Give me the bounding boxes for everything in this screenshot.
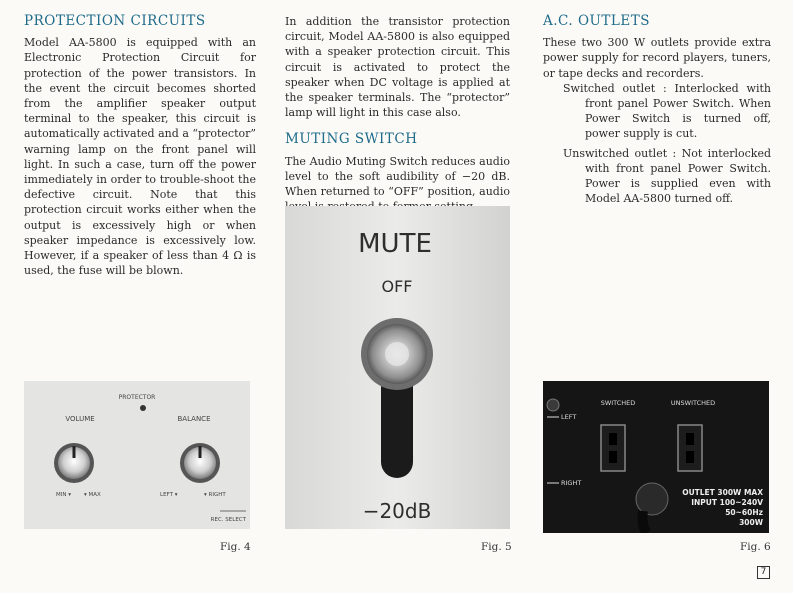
column-muting bbox=[285, 14, 510, 214]
fig4-image bbox=[24, 381, 250, 529]
fig4-caption: Fig. 4 bbox=[220, 541, 251, 553]
unswitched-outlet[interactable] bbox=[678, 425, 702, 471]
switched-outlet-text: Switched outlet : Interlocked with front panel Power Switch. When Power Switch is turned off, power supply is cut. bbox=[563, 81, 771, 141]
spec-line-1: OUTLET 300W MAX bbox=[682, 488, 763, 497]
protector-label: PROTECTOR bbox=[118, 394, 156, 401]
protector-lamp bbox=[140, 405, 146, 411]
speaker-protection-text: In addition the transistor protection circuit, Model AA-5800 is also equipped with a speaker protection circuit. This circuit is activated to protect the speaker when DC voltage is applied at the speaker terminals. The “protector” lamp will light in this case also. bbox=[285, 15, 510, 120]
fig6-caption: Fig. 6 bbox=[740, 541, 771, 553]
balance-knob[interactable] bbox=[180, 443, 220, 483]
protection-circuits-text: Model AA-5800 is equipped with an Electronic Protection Circuit for protection of the power transistors. In the event the circuit becomes shorted from the amplifier speaker output terminal to the speaker, this circuit is automatically activated and a “protector” warning lamp on the front panel will light. In such a case, turn off the power immediately in order to trouble-shoot the defective circuit. Note that this protection circuit works either when the output is excessively high or when speaker impedance is excessively low. However, if a speaker of less than 4 Ω is used, the fuse will be blown. bbox=[24, 36, 256, 278]
spec-line-4: 300W bbox=[739, 518, 763, 527]
column-ac-outlets bbox=[543, 14, 771, 206]
switched-label: SWITCHED bbox=[600, 399, 636, 407]
spec-line-3: 50~60Hz bbox=[725, 508, 763, 517]
protection-circuits-heading: PROTECTION CIRCUITS bbox=[24, 13, 206, 29]
switched-outlet[interactable] bbox=[601, 425, 625, 471]
right-speaker-label: RIGHT bbox=[561, 479, 582, 487]
fig5-image bbox=[285, 206, 510, 529]
fig6-image bbox=[543, 381, 769, 533]
ac-outlets-text: These two 300 W outlets provide extra power supply for record players, tuners, or tape decks and recorders. bbox=[543, 36, 771, 80]
min-label: MIN ▾ bbox=[56, 492, 71, 498]
max-label: ▾ MAX bbox=[84, 492, 101, 498]
power-cord-grommet bbox=[636, 483, 668, 515]
screw-icon bbox=[547, 399, 559, 411]
left-speaker-label: LEFT bbox=[561, 413, 577, 421]
right-label: ▾ RIGHT bbox=[204, 492, 226, 498]
minus20db-label: −20dB bbox=[362, 499, 432, 523]
balance-label: BALANCE bbox=[177, 415, 211, 423]
page-number: 7 bbox=[757, 566, 770, 579]
fig4-control-panel bbox=[24, 381, 250, 529]
volume-knob[interactable] bbox=[54, 443, 94, 483]
muting-switch-heading: MUTING SWITCH bbox=[285, 131, 418, 148]
power-cord bbox=[643, 511, 648, 533]
ac-outlets-heading: A.C. OUTLETS bbox=[543, 13, 650, 29]
left-label: LEFT ▾ bbox=[160, 492, 178, 498]
spec-line-2: INPUT 100~240V bbox=[691, 498, 763, 507]
fig5-mute-switch bbox=[285, 206, 510, 529]
off-label: OFF bbox=[381, 277, 413, 296]
unswitched-label: UNSWITCHED bbox=[670, 399, 716, 407]
mute-label: MUTE bbox=[358, 229, 432, 259]
fig5-caption: Fig. 5 bbox=[481, 541, 512, 553]
column-protection-circuits bbox=[24, 14, 256, 278]
rec-select-label: REC. SELECT bbox=[210, 517, 246, 523]
unswitched-outlet-text: Unswitched outlet : Not interlocked with front panel Power Switch. Power is supplied even with Model AA-5800 turned off. bbox=[563, 146, 771, 206]
mute-toggle-knob[interactable] bbox=[361, 318, 433, 390]
muting-switch-text: The Audio Muting Switch reduces audio level to the soft audibility of −20 dB. When returned to “OFF” position, audio bbox=[285, 154, 510, 199]
fig6-ac-outlets bbox=[543, 381, 769, 533]
volume-label: VOLUME bbox=[65, 415, 95, 423]
